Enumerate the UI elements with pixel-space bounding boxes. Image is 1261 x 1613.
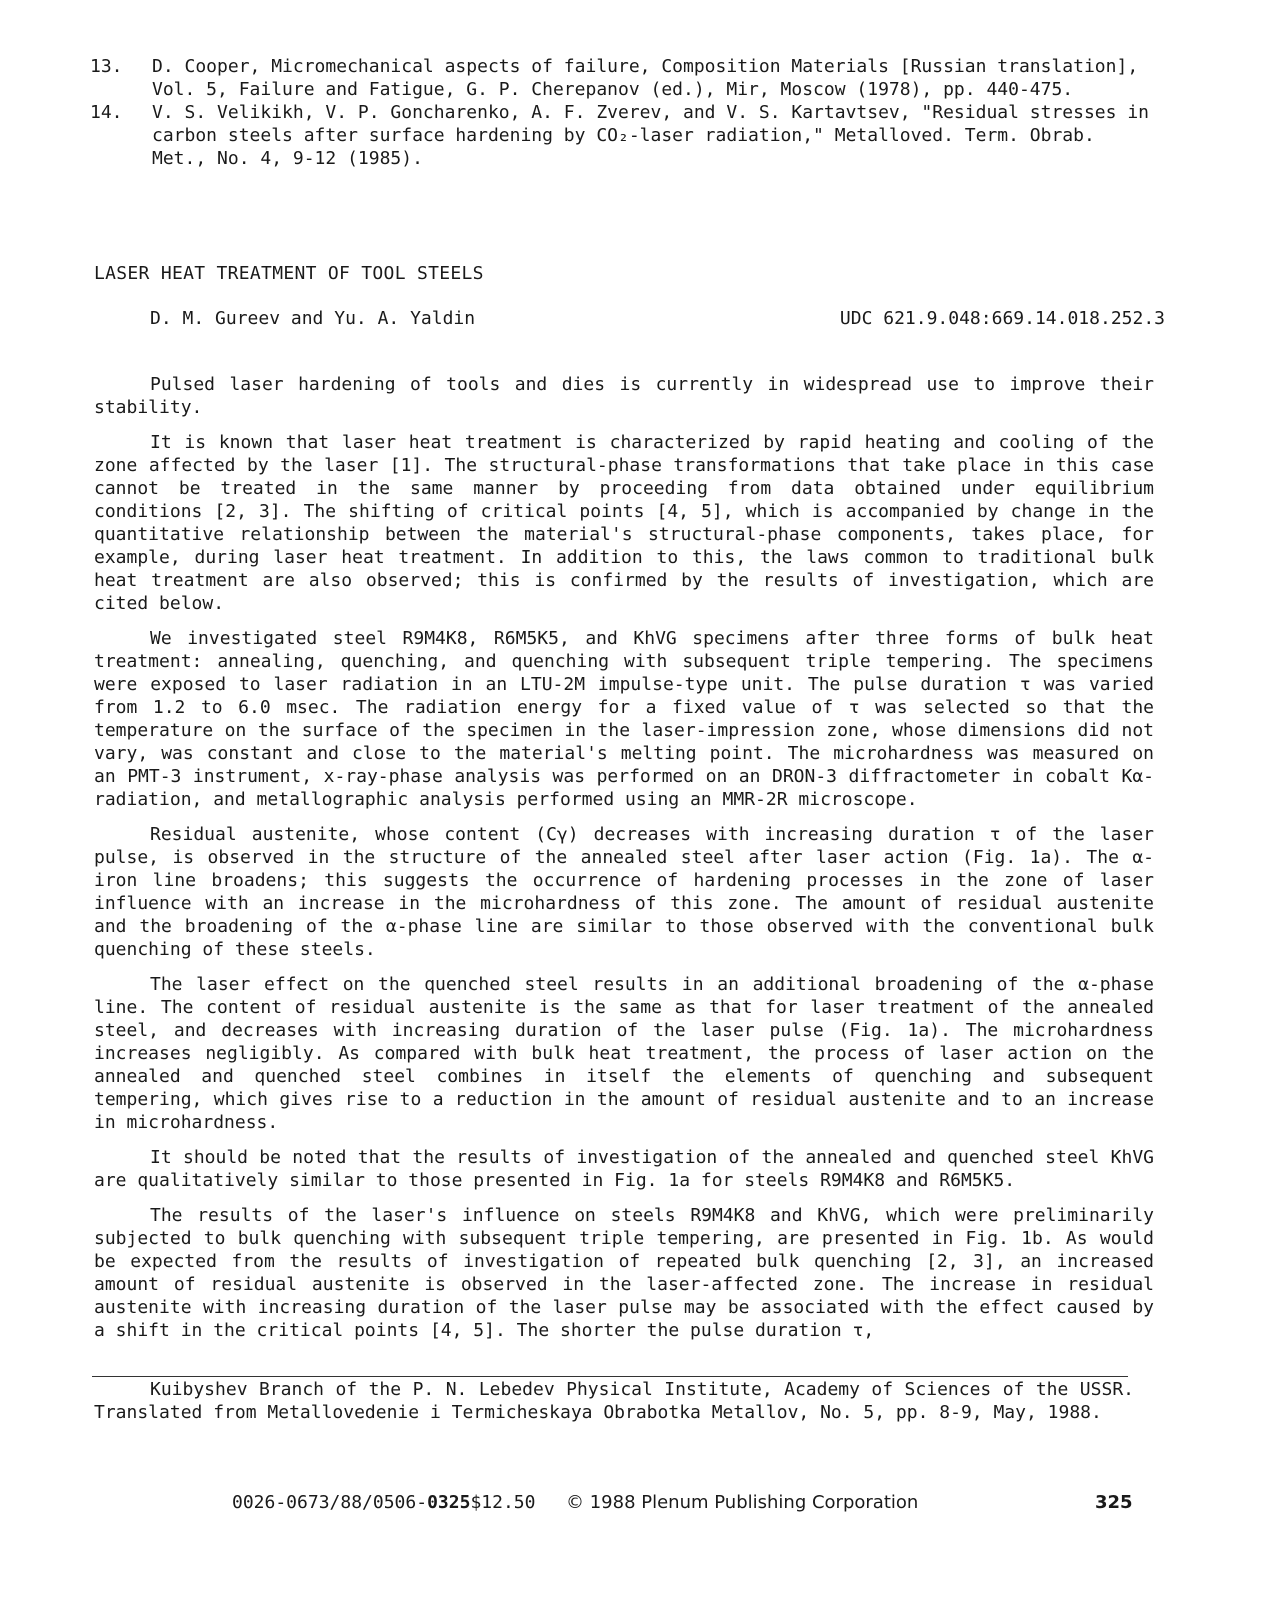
reference-text: D. Cooper, Micromechanical aspects of failure, Composition Materials [Russian translation], Vol. 5, Failure and Fatigue, G. P. Cherepanov (ed.), Mir, Moscow (1978), pp. 440-475. — [152, 56, 1139, 100]
code-prefix: 0026-0673/88/0506- — [232, 1492, 428, 1513]
publication-code — [232, 1491, 535, 1514]
article-body — [94, 373, 1154, 1342]
body-paragraph: We investigated steel R9M4K8, R6M5K5, and KhVG specimens after three forms of bulk heat treatment: annealing, quenching, and quenching with subsequent triple tempering. The specimens were exposed to laser radiation in an LTU-2M impulse-type unit. The pulse duration τ was varied from 1.2 to 6.0 msec. The radiation energy for a fixed value of τ was selected so that the temperature on the surface of the specimen in the laser-impression zone, whose dimensions did not vary, was constant and close to the material's melting point. The microhardness was measured on an PMT-3 instrument, x-ray-phase analysis was performed on an DRON-3 diffractometer in cobalt Kα-radiation, and metallographic analysis performed using an MMR-2R microscope. — [94, 628, 1154, 810]
code-page: 0325 — [427, 1492, 471, 1513]
body-paragraph: The results of the laser's influence on steels R9M4K8 and KhVG, which were preliminarily subjected to bulk quenching with subsequent triple tempering, are presented in Fig. 1b. As would be expected from the results of investigation of repeated bulk quenching [2, 3], an increased amount of residual austenite is observed in the laser-affected zone. The increase in residual austenite with increasing duration of the laser pulse may be associated with the effect caused by a shift in the critical points [4, 5]. The shorter the pulse duration τ, — [94, 1205, 1154, 1341]
body-paragraph: It should be noted that the results of investigation of the annealed and quenched steel KhVG are qualitatively similar to those presented in Fig. 1a for steels R9M4K8 and R6M5K5. — [94, 1147, 1154, 1191]
reference-number: 14. — [90, 102, 123, 123]
article-title: LASER HEAT TREATMENT OF TOOL STEELS — [94, 263, 484, 284]
footnote-divider — [92, 1376, 1128, 1377]
reference-item — [90, 55, 1150, 101]
reference-item — [90, 101, 1150, 170]
footnote-text: Kuibyshev Branch of the P. N. Lebedev Physical Institute, Academy of Sciences of the USSR. Translated from Metallovedenie i Termicheskaya Obrabotka Metallov, No. 5, pp. 8-9, May, 1988. — [94, 1379, 1134, 1423]
footnote — [94, 1378, 1134, 1424]
price: $12.50 — [470, 1492, 536, 1513]
udc-code: UDC 621.9.048:669.14.018.252.3 — [839, 308, 1165, 329]
reference-text: V. S. Velikikh, V. P. Goncharenko, A. F. Zverev, and V. S. Kartavtsev, "Residual stresses in carbon steels after surface hardening by CO₂-laser radiation," Metalloved. Term. Obrab. Met., No. 4, 9-12 (1985). — [152, 102, 1149, 169]
body-paragraph: The laser effect on the quenched steel results in an additional broadening of the α-phase line. The content of residual austenite is the same as that for laser treatment of the annealed steel, and decreases with increasing duration of the laser pulse (Fig. 1a). The microhardness increases negligibly. As compared with bulk heat treatment, the process of laser action on the annealed and quenched steel combines in itself the elements of quenching and subsequent tempering, which gives rise to a reduction in the amount of residual austenite and to an increase in microhardness. — [94, 974, 1154, 1133]
reference-number: 13. — [90, 56, 123, 77]
copyright-notice: © 1988 Plenum Publishing Corporation — [566, 1492, 919, 1513]
reference-list — [90, 55, 1150, 170]
body-paragraph: It is known that laser heat treatment is characterized by rapid heating and cooling of the zone affected by the laser [1]. The structural-phase transformations that take place in this case cannot be treated in the same manner by proceeding from data obtained under equilibrium conditions [2, 3]. The shifting of critical points [4, 5], which is accompanied by change in the quantitative relationship between the material's structural-phase components, takes place, for example, during laser heat treatment. In addition to this, the laws common to traditional bulk heat treatment are also observed; this is confirmed by the results of investigation, which are cited below. — [94, 432, 1154, 614]
page-number: 325 — [1095, 1492, 1133, 1513]
article-authors: D. M. Gureev and Yu. A. Yaldin — [150, 308, 476, 329]
body-paragraph: Residual austenite, whose content (Cγ) decreases with increasing duration τ of the laser pulse, is observed in the structure of the annealed steel after laser action (Fig. 1a). The α-iron line broadens; this suggests the occurrence of hardening processes in the zone of laser influence with an increase in the microhardness of this zone. The amount of residual austenite and the broadening of the α-phase line are similar to those observed with the conventional bulk quenching of these steels. — [94, 824, 1154, 960]
body-paragraph: Pulsed laser hardening of tools and dies is currently in widespread use to improve their stability. — [94, 374, 1154, 418]
